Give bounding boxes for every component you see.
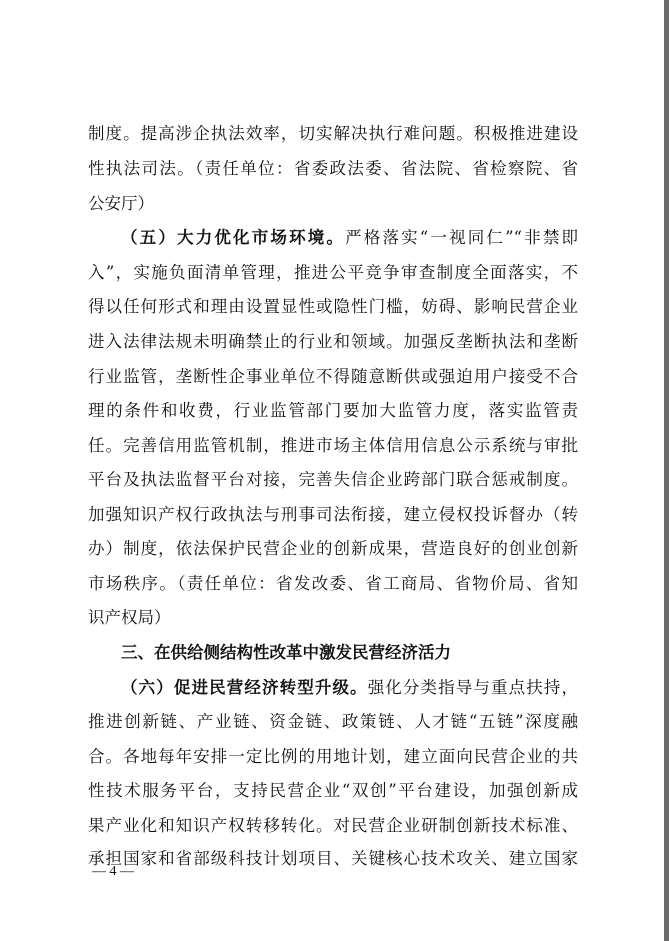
text-line: 果产业化和知识产权转移转化。对民营企业研制创新技术标准、 xyxy=(88,816,578,835)
text-line: 识产权局） xyxy=(88,608,171,627)
text-line: 进入法律法规未明确禁止的行业和领域。加强反垄断执法和垄断 xyxy=(88,332,578,351)
text-line: 入”，实施负面清单管理，推进公平竞争审查制度全面落实，不 xyxy=(88,263,578,282)
text-line: 承担国家和省部级科技计划项目、关键核心技术攻关、建立国家 xyxy=(88,849,578,868)
text-line: 市场秩序。（责任单位：省发改委、省工商局、省物价局、省知 xyxy=(88,574,578,593)
section-heading: 三、在供给侧结构性改革中激发民营经济活力 xyxy=(121,643,451,662)
text-line: 推进创新链、产业链、资金链、政策链、人才链“五链”深度融 xyxy=(88,712,578,731)
text-line: 任。完善信用监管机制，推进市场主体信用信息公示系统与审批 xyxy=(88,436,578,455)
text-line: 行业监管，垄断性企事业单位不得随意断供或强迫用户接受不合 xyxy=(88,367,578,386)
text-line: 性执法司法。（责任单位：省委政法委、省法院、省检察院、省 xyxy=(88,159,578,178)
text-line: 性技术服务平台，支持民营企业“双创”平台建设，加强创新成 xyxy=(88,781,578,800)
text-line: 公安厅） xyxy=(88,194,154,213)
paragraph-five-first-line xyxy=(121,225,578,251)
page-number: — 4 — xyxy=(92,864,134,879)
text-line: 加强知识产权行政执法与刑事司法衔接，建立侵权投诉督办（转 xyxy=(88,505,578,524)
text-line: 得以任何形式和理由设置显性或隐性门槛，妨碍、影响民营企业 xyxy=(88,297,578,316)
paragraph-five-text: 严格落实“一视同仁”“非禁即 xyxy=(345,228,578,247)
text-line: 平台及执法监督平台对接，完善失信企业跨部门联合惩戒制度。 xyxy=(88,470,578,489)
paragraph-six-text: 强化分类指导与重点扶持， xyxy=(367,678,579,697)
text-line: 制度。提高涉企执法效率，切实解决执行难问题。积极推进建设 xyxy=(88,124,578,143)
paragraph-six-first-line xyxy=(121,675,578,701)
page-edge-border xyxy=(664,0,669,941)
paragraph-five-lead: （五）大力优化市场环境。 xyxy=(121,228,346,247)
paragraph-six-lead: （六）促进民营经济转型升级。 xyxy=(121,678,368,697)
text-line: 合。各地每年安排一定比例的用地计划，建立面向民营企业的共 xyxy=(88,747,578,766)
text-line: 理的条件和收费，行业监管部门要加大监管力度，落实监管责 xyxy=(88,401,578,420)
text-line: 办）制度，依法保护民营企业的创新成果，营造良好的创业创新 xyxy=(88,539,578,558)
